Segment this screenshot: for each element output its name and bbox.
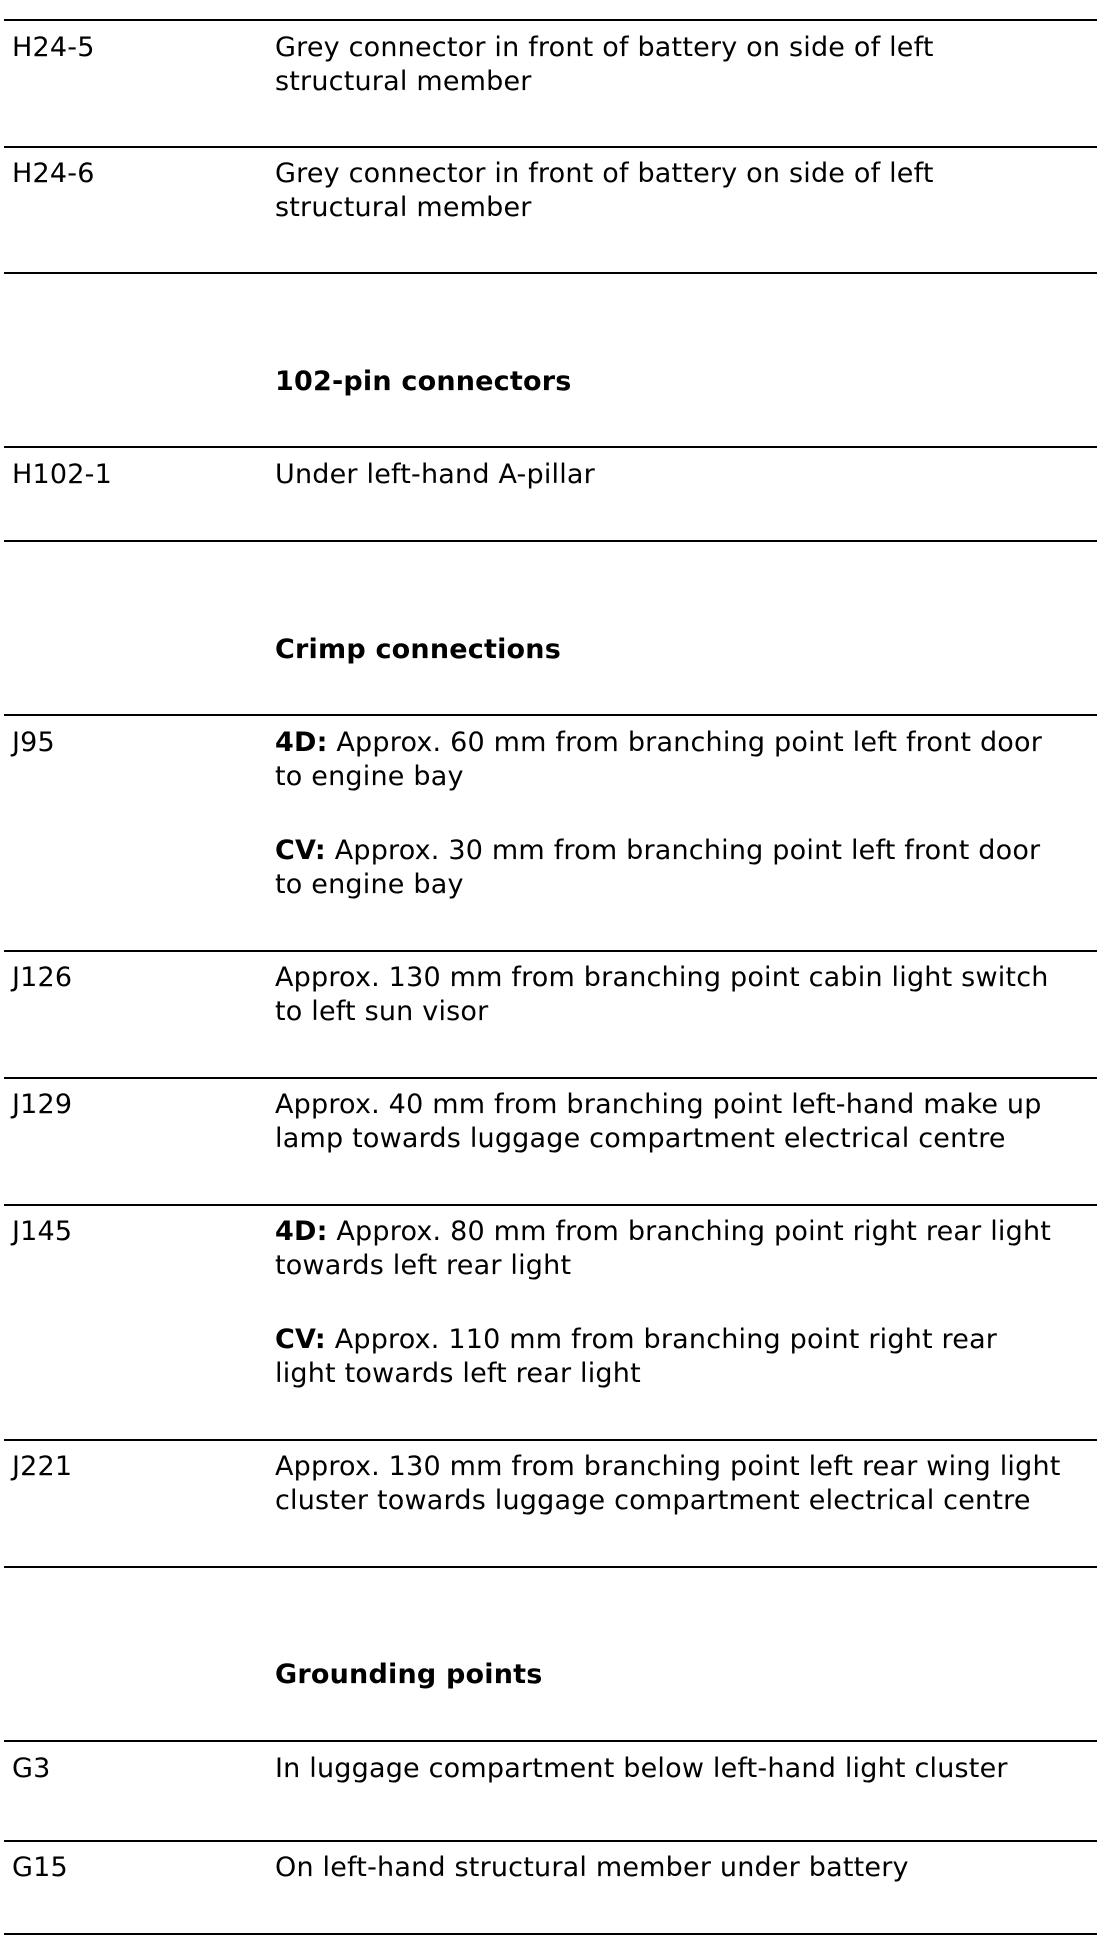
description-line: Approx. 130 mm from branching point cabin light switch	[275, 962, 1049, 993]
table-divider	[4, 19, 1097, 21]
table-divider	[4, 272, 1097, 274]
variant-text: Approx. 80 mm from branching point right rear light	[327, 1216, 1052, 1247]
description-line: structural member	[275, 66, 532, 97]
description-line: Grey connector in front of battery on side of left	[275, 158, 934, 189]
description-line: In luggage compartment below left-hand light cluster	[275, 1753, 1008, 1784]
connector-id: J126	[12, 962, 73, 993]
connector-id: G15	[12, 1852, 68, 1883]
location-description	[275, 961, 1049, 1029]
description-line: Approx. 40 mm from branching point left-hand make up	[275, 1089, 1042, 1120]
table-divider	[4, 146, 1097, 148]
section-heading: Crimp connections	[275, 634, 561, 665]
table-divider	[4, 1204, 1097, 1206]
table-divider	[4, 1566, 1097, 1568]
section-heading: 102-pin connectors	[275, 366, 572, 397]
connector-id: J95	[12, 727, 55, 758]
connector-id: G3	[12, 1753, 51, 1784]
location-description	[275, 834, 1040, 902]
variant-label: CV:	[275, 835, 326, 866]
description-line	[275, 1323, 997, 1357]
description-line: cluster towards luggage compartment electrical centre	[275, 1485, 1031, 1516]
connector-id: J129	[12, 1089, 73, 1120]
variant-label: 4D:	[275, 1216, 328, 1247]
table-divider	[4, 446, 1097, 448]
description-line: Under left-hand A-pillar	[275, 459, 595, 490]
table-divider	[4, 540, 1097, 542]
description-line	[275, 834, 1040, 868]
location-description	[275, 1752, 1008, 1786]
description-line: to engine bay	[275, 761, 464, 792]
table-divider	[4, 1077, 1097, 1079]
connector-id: J221	[12, 1451, 73, 1482]
location-description	[275, 1450, 1061, 1518]
description-line	[275, 726, 1042, 760]
location-description	[275, 458, 595, 492]
description-line: Grey connector in front of battery on side of left	[275, 32, 934, 63]
description-line: towards left rear light	[275, 1250, 572, 1281]
location-description	[275, 1088, 1042, 1156]
table-divider	[4, 1740, 1097, 1742]
variant-text: Approx. 30 mm from branching point left front door	[325, 835, 1041, 866]
table-divider	[4, 1439, 1097, 1441]
location-description	[275, 1215, 1051, 1283]
variant-label: CV:	[275, 1324, 326, 1355]
description-line: Approx. 130 mm from branching point left rear wing light	[275, 1451, 1061, 1482]
connector-id: H102-1	[12, 459, 112, 490]
table-divider	[4, 714, 1097, 716]
location-description	[275, 157, 934, 225]
description-line	[275, 1215, 1051, 1249]
description-line: structural member	[275, 192, 532, 223]
description-line: lamp towards luggage compartment electrical centre	[275, 1123, 1006, 1154]
location-description	[275, 31, 934, 99]
location-description	[275, 726, 1042, 794]
description-line: to engine bay	[275, 869, 464, 900]
table-divider	[4, 1933, 1097, 1935]
variant-label: 4D:	[275, 727, 328, 758]
connector-id: H24-6	[12, 158, 95, 189]
location-description	[275, 1851, 909, 1885]
table-divider	[4, 950, 1097, 952]
description-line: On left-hand structural member under battery	[275, 1852, 909, 1883]
connector-id: H24-5	[12, 32, 95, 63]
variant-text: Approx. 110 mm from branching point right rear	[325, 1324, 998, 1355]
section-heading: Grounding points	[275, 1659, 543, 1690]
variant-text: Approx. 60 mm from branching point left front door	[327, 727, 1043, 758]
description-line: light towards left rear light	[275, 1358, 641, 1389]
description-line: to left sun visor	[275, 996, 489, 1027]
connector-id: J145	[12, 1216, 73, 1247]
location-description	[275, 1323, 997, 1391]
table-divider	[4, 1840, 1097, 1842]
